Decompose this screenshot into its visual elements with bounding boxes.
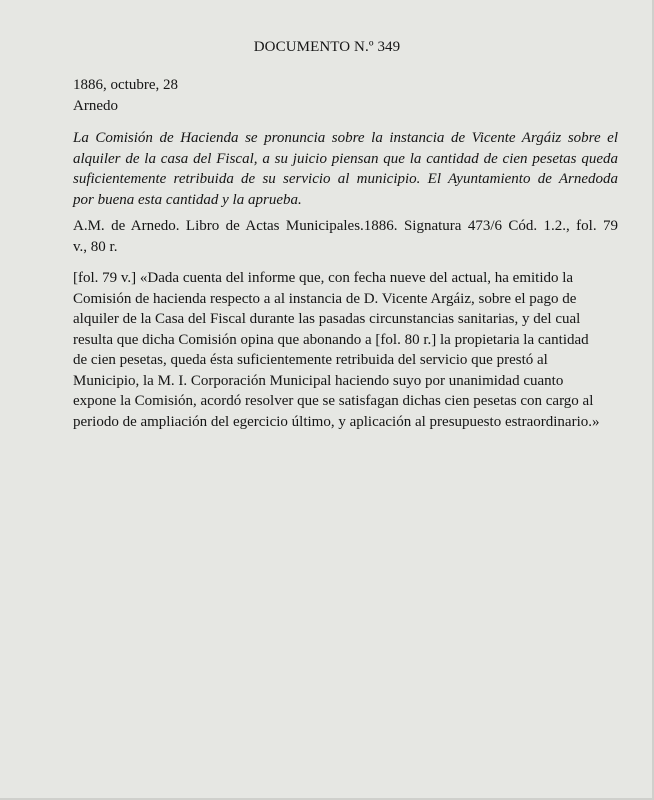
body-line: de cien pesetas, queda ésta suficientemente retribuida del servicio que prestó al (73, 352, 548, 368)
document-date: 1886, octubre, 28 (73, 77, 178, 93)
body-line: Municipio, la M. I. Corporación Municipal haciendo suyo por unanimidad cuanto (73, 372, 564, 389)
body-line: Comisión de hacienda respecto a al instancia de D. Vicente Argáiz, sobre el pago de (73, 290, 577, 307)
body-line: [fol. 79 v.] «Dada cuenta del informe que, con fecha nueve del actual, ha emitido la (73, 270, 574, 286)
body-line: periodo de ampliación del egercicio último, y aplicación al presupuesto estraordinario.» (73, 413, 600, 430)
summary-line: alquiler de la casa del Fiscal, a su juicio piensan que la cantidad de cien pesetas queda (73, 150, 618, 167)
body-line: resulta que dicha Comisión opina que abonando a [fol. 80 r.] la propietaria la cantidad (73, 331, 589, 348)
source-line: A.M. de Arnedo. Libro de Actas Municipales.1886. Signatura 473/6 Cód. 1.2., fol. 79 (73, 218, 618, 234)
body-line: expone la Comisión, acordó resolver que se satisfagan dichas cien pesetas con cargo al (73, 393, 594, 409)
summary-line: por buena esta cantidad y la aprueba. (73, 191, 302, 208)
document-place: Arnedo (73, 97, 118, 114)
source-line: v., 80 r. (73, 238, 118, 255)
document-source (73, 216, 618, 257)
body-line: alquiler de la Casa del Fiscal durante las pasadas circunstancias sanitarias, y del cual (73, 311, 581, 327)
document-transcription (73, 268, 618, 432)
summary-line: La Comisión de Hacienda se pronuncia sobre la instancia de Vicente Argáiz sobre el (73, 130, 618, 146)
summary-line: suficientemente retribuida de su servicio al municipio. El Ayuntamiento de Arnedoda (73, 171, 618, 187)
document-summary (73, 128, 618, 210)
document-title: DOCUMENTO N.º 349 (253, 39, 401, 55)
document-date-place (73, 75, 618, 116)
